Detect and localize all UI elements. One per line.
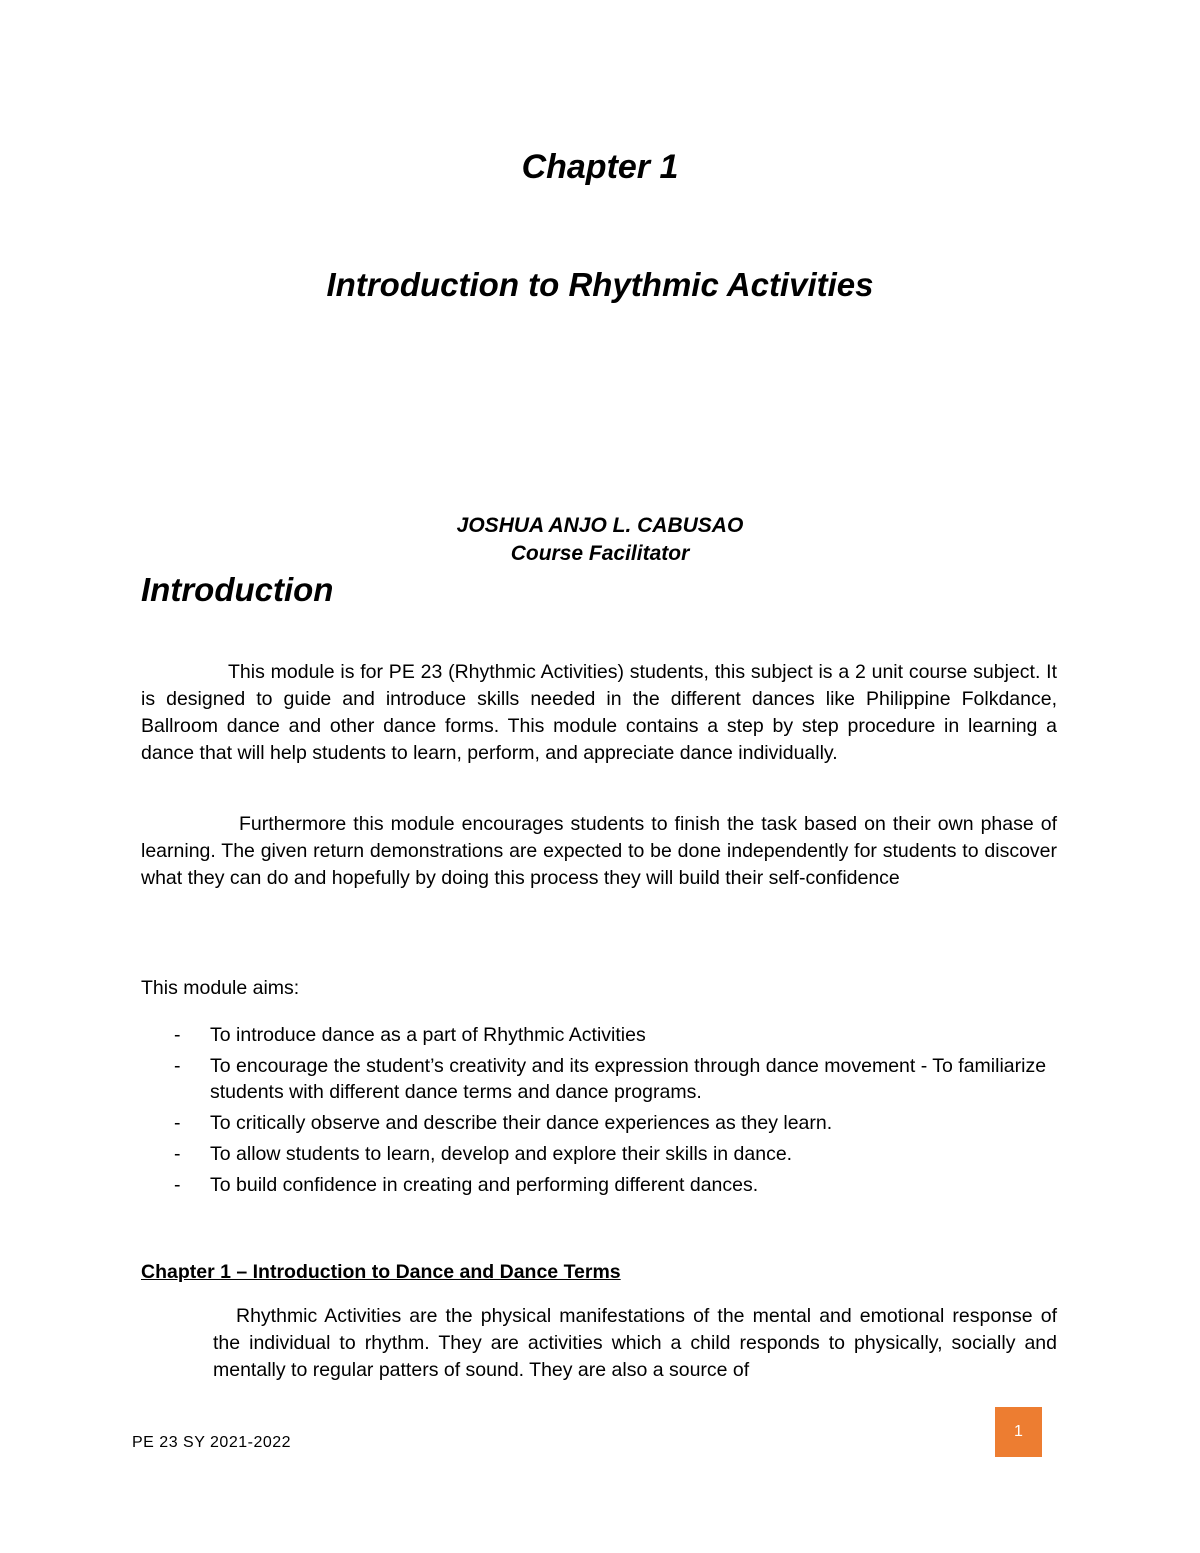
bullet-dash: - — [174, 1055, 181, 1077]
list-item-text: To introduce dance as a part of Rhythmic Activities — [210, 1024, 646, 1046]
bullet-dash: - — [174, 1143, 181, 1165]
page-number-badge — [995, 1407, 1042, 1457]
list-item — [141, 1022, 1061, 1048]
list-item — [141, 1172, 1061, 1198]
chapter-1-paragraph: Rhythmic Activities are the physical manifestations of the mental and emotional response of the individual to rhythm. They are activities which a child responds to physically, socially and mentally to regular patters of sound. They are also a source of — [213, 1305, 1057, 1381]
bullet-dash: - — [174, 1112, 181, 1134]
page-number: 1 — [1014, 1423, 1023, 1440]
list-item-text: To critically observe and describe their dance experiences as they learn. — [210, 1112, 833, 1134]
bullet-dash: - — [174, 1024, 181, 1046]
main-title: Introduction to Rhythmic Activities — [326, 266, 874, 303]
author-block — [0, 512, 1200, 568]
aims-label: This module aims: — [141, 977, 300, 999]
list-item — [141, 1141, 1061, 1167]
aims-list — [141, 1022, 1061, 1203]
author-name: JOSHUA ANJO L. CABUSAO — [456, 514, 744, 537]
chapter-title: Chapter 1 — [521, 148, 679, 186]
chapter-1-heading: Chapter 1 – Introduction to Dance and Dance Terms — [141, 1261, 621, 1283]
list-item — [141, 1053, 1061, 1105]
list-item-text: To allow students to learn, develop and explore their skills in dance. — [210, 1143, 793, 1165]
introduction-heading: Introduction — [141, 571, 334, 608]
author-role: Course Facilitator — [510, 542, 690, 565]
introduction-paragraph-2: Furthermore this module encourages students to finish the task based on their own phase of learning. The given return demonstrations are expected to be done independently for students to discover what they can do and hopefully by doing this process they will build their self-confidence — [141, 813, 1057, 889]
list-item-text: To encourage the student’s creativity and its expression through dance movement - To familiarize students with different dance terms and dance programs. — [210, 1055, 1047, 1103]
bullet-dash: - — [174, 1174, 181, 1196]
introduction-paragraph-1: This module is for PE 23 (Rhythmic Activities) students, this subject is a 2 unit course subject. It is designed to guide and introduce skills needed in the different dances like Philippine Folkdance, Ballroom dance and other dance forms. This module contains a step by step procedure in learning a dance that will help students to learn, perform, and appreciate dance individually. — [141, 661, 1057, 764]
list-item — [141, 1110, 1061, 1136]
list-item-text: To build confidence in creating and performing different dances. — [210, 1174, 759, 1196]
footer-text: PE 23 SY 2021-2022 — [132, 1434, 292, 1451]
